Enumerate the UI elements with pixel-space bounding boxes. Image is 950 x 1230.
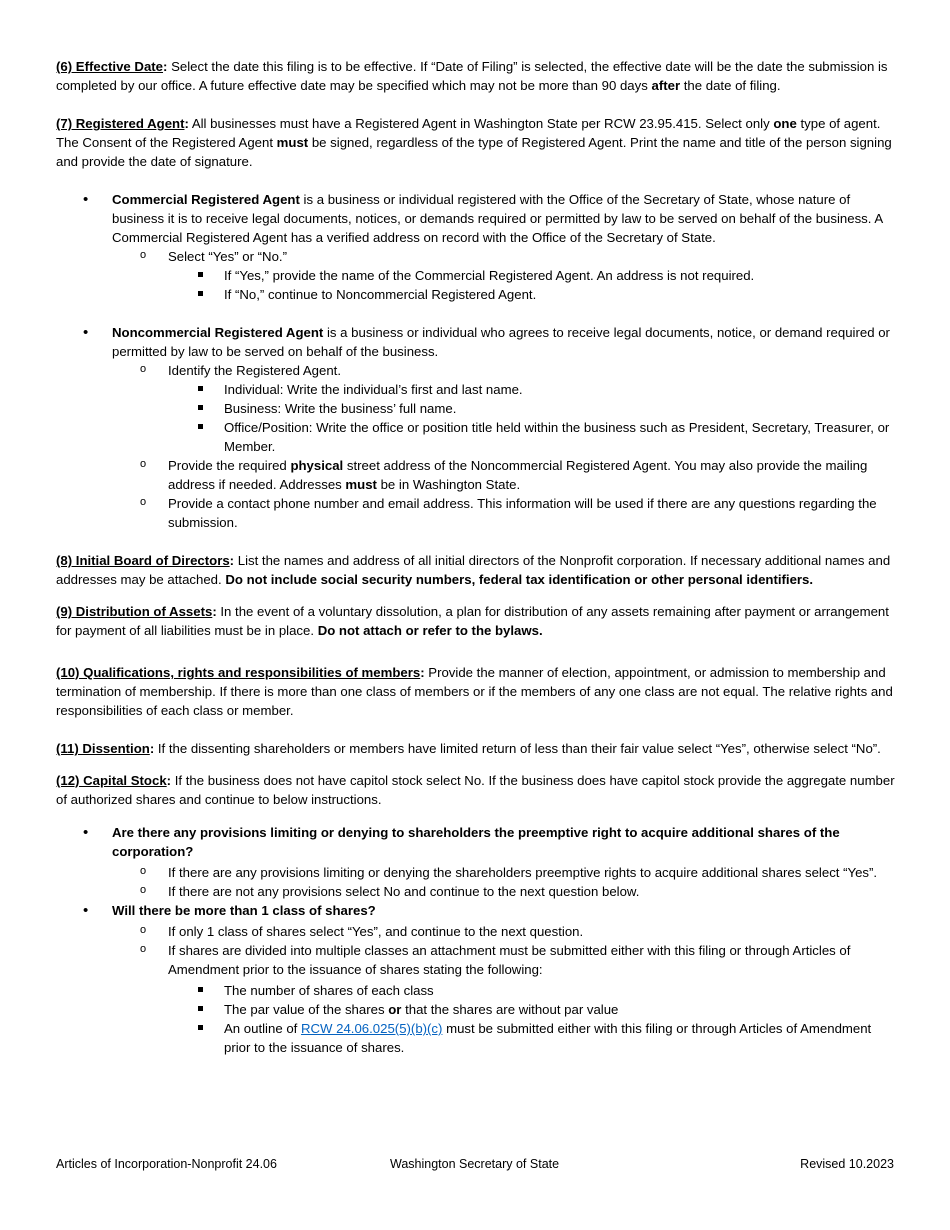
list-item: o If there are any provisions limiting or denying the shareholders preemptive rights to acquire additional shares select “Yes”.: [112, 863, 896, 882]
document-page: [56, 57, 896, 1057]
list-item: o Provide the required physical street address of the Noncommercial Registered Agent. You may also provide the mailing address if needed. Addresses must be in Washington State.: [112, 456, 896, 494]
section-distribution-of-assets: (9) Distribution of Assets: In the event of a voluntary dissolution, a plan for distribution of any assets remaining after payment or arrangement for payment of all liabilities must be in place. Do not attach or refer to the bylaws.: [56, 604, 889, 638]
section-heading: (10) Qualifications, rights and responsibilities of members: [56, 665, 421, 680]
section-heading: (12) Capital Stock: [56, 773, 167, 788]
section-effective-date: (6) Effective Date: Select the date this filing is to be effective. If “Date of Filing” is selected, the effective date will be the date the submission is completed by our office. A future effective date may be specified which may not be more than 90 days after the date of filing.: [56, 59, 888, 93]
page-footer: [56, 1155, 894, 1175]
list-item-commercial-agent: • Commercial Registered Agent is a business or individual registered with the Office of the Secretary of State, whose nature of business it is to receive legal documents, notices, or demands required or permitted by law to be served on behalf of the business. A Commercial Registered Agent has a verified address on record with the Office of the Secretary of State. o Select “Yes” or “No.” If “Yes,” provide the name of the Commercial Registered Agent. An address is not required. If “No,” continue to Noncommercial Registered Agent.: [56, 190, 896, 304]
footer-agency: Washington Secretary of State: [390, 1157, 560, 1171]
section-capital-stock: (12) Capital Stock: If the business does not have capitol stock select No. If the business does have capitol stock provide the aggregate number of authorized shares and continue to below instructions.: [56, 773, 895, 807]
section-registered-agent: (7) Registered Agent: All businesses must have a Registered Agent in Washington State per RCW 23.95.415. Select only one type of agent. The Consent of the Registered Agent must be signed, regardless of the type of Registered Agent. Print the name and title of the person signing and provide the date of signature.: [56, 116, 892, 169]
list-item: o If only 1 class of shares select “Yes”, and continue to the next question.: [112, 922, 896, 941]
footer-form-name: Articles of Incorporation-Nonprofit 24.06: [56, 1157, 277, 1171]
list-item-noncommercial-agent: • Noncommercial Registered Agent is a business or individual who agrees to receive legal documents, notice, or demand required or permitted by law to be served on behalf of the business. o Identify the Registered Agent. Individual: Write the individual’s first and last name. Business: Write the business’ full name. Office/Position: Write the office or position title held within the business such as President, Secretary, Treasurer, or Member. o Provide the required physical street address of the Noncommercial Registered Agent. You may also provide the mailing address if needed. Addresses must be in Washington State. o Provide a contact phone number and email address. This information will be used if there are any questions regarding the submission.: [56, 323, 896, 532]
list-item: Office/Position: Write the office or position title held within the business such as President, Secretary, Treasurer, or Member.: [168, 418, 896, 456]
list-item: The par value of the shares or that the shares are without par value: [168, 1000, 896, 1019]
list-item: o Identify the Registered Agent. Individual: Write the individual’s first and last name. Business: Write the business’ full name. Office/Position: Write the office or position title held within the business such as President, Secretary, Treasurer, or Member.: [112, 361, 896, 456]
rcw-link[interactable]: RCW 24.06.025(5)(b)(c): [300, 1021, 443, 1036]
list-item: If “No,” continue to Noncommercial Registered Agent.: [168, 285, 896, 304]
list-item: • Will there be more than 1 class of shares? o If only 1 class of shares select “Yes”, and continue to the next question. o If shares are divided into multiple classes an attachment must be submitted either with this filing or through Articles of Amendment prior to the issuance of shares stating the following: The number of shares of each class The par value of the shares or that the shares are without par value An outline of RCW 24.06.025(5)(b)(c) must be submitted either with this filing or through Articles of Amendment prior to the issuance of shares.: [56, 901, 896, 1057]
registered-agent-list: [56, 190, 896, 304]
section-heading: (7) Registered Agent: [56, 116, 185, 131]
list-item: Individual: Write the individual’s first and last name.: [168, 380, 896, 399]
list-item: • Are there any provisions limiting or denying to shareholders the preemptive right to acquire additional shares of the corporation? o If there are any provisions limiting or denying the shareholders preemptive rights to acquire additional shares select “Yes”. o If there are not any provisions select No and continue to the next question below.: [56, 823, 896, 901]
list-item: o Provide a contact phone number and email address. This information will be used if there are any questions regarding the submission.: [112, 494, 896, 532]
list-item: An outline of RCW 24.06.025(5)(b)(c) must be submitted either with this filing or through Articles of Amendment prior to the issuance of shares.: [168, 1019, 896, 1057]
section-dissention: (11) Dissention: If the dissenting shareholders or members have limited return of less than their fair value select “Yes”, otherwise select “No”.: [56, 741, 881, 756]
section-heading: (11) Dissention: [56, 741, 150, 756]
list-item: o Select “Yes” or “No.” If “Yes,” provide the name of the Commercial Registered Agent. An address is not required. If “No,” continue to Noncommercial Registered Agent.: [112, 247, 896, 304]
section-members: (10) Qualifications, rights and responsibilities of members: Provide the manner of election, appointment, or admission to membership and termination of membership. If there is more than one class of members or if the members of any one class are not equal. The relative rights and responsibilities of each class or member.: [56, 665, 893, 718]
section-initial-board: (8) Initial Board of Directors: List the names and address of all initial directors of the Nonprofit corporation. If necessary additional names and addresses may be attached. Do not include social security numbers, federal tax identification or other personal identifiers.: [56, 553, 891, 587]
list-item: If “Yes,” provide the name of the Commercial Registered Agent. An address is not required.: [168, 266, 896, 285]
list-item: o If shares are divided into multiple classes an attachment must be submitted either with this filing or through Articles of Amendment prior to the issuance of shares stating the following: The number of shares of each class The par value of the shares or that the shares are without par value An outline of RCW 24.06.025(5)(b)(c) must be submitted either with this filing or through Articles of Amendment prior to the issuance of shares.: [112, 941, 896, 1057]
section-heading: (9) Distribution of Assets: [56, 604, 213, 619]
noncommercial-agent-list: [56, 323, 896, 532]
list-item: Business: Write the business’ full name.: [168, 399, 896, 418]
footer-revision: Revised 10.2023: [800, 1157, 894, 1171]
list-item: o If there are not any provisions select No and continue to the next question below.: [112, 882, 896, 901]
capital-stock-list: [56, 823, 896, 1057]
list-item: The number of shares of each class: [168, 981, 896, 1000]
section-heading: (6) Effective Date: [56, 59, 164, 74]
section-heading: (8) Initial Board of Directors: [56, 553, 230, 568]
